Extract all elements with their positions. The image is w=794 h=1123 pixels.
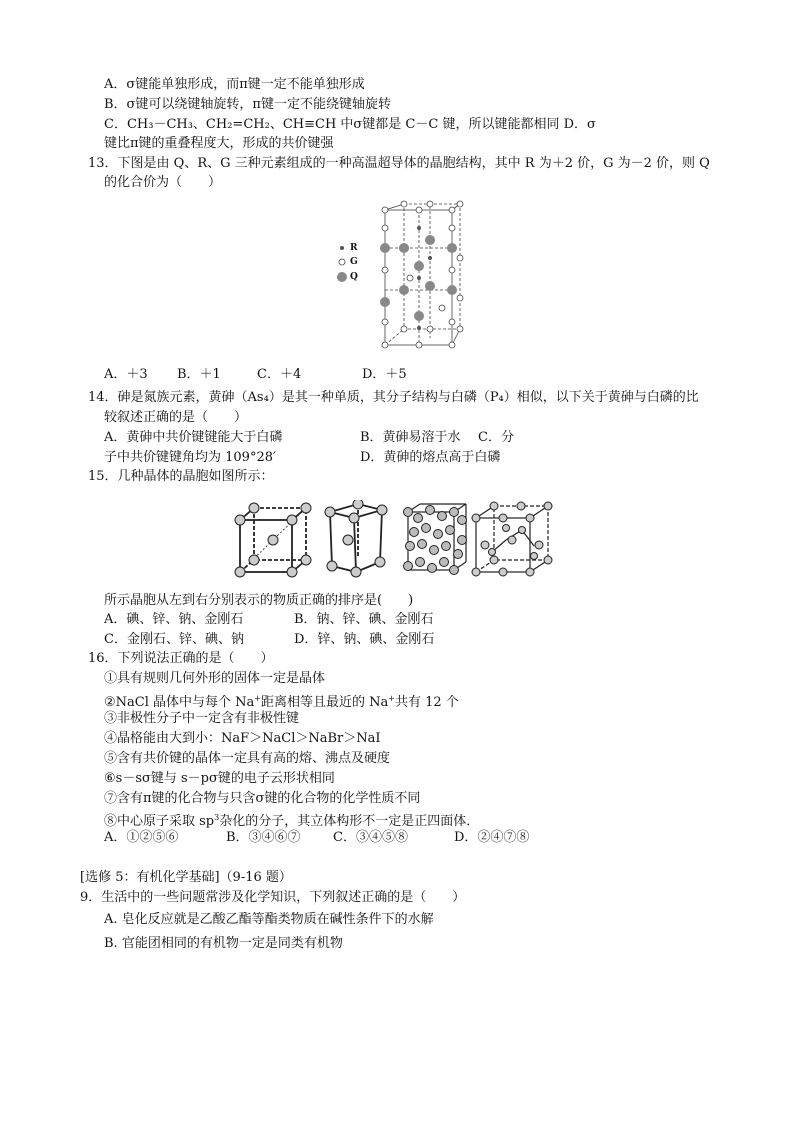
q12-option-b: B．σ键可以绕键轴旋转，π键一定不能绕键轴旋转 [104,97,391,112]
q16-statement-3: ③非极性分子中一定含有非极性键 [104,711,300,726]
q16-option-c: C．③④⑤⑧ [333,830,408,845]
q16-statement-2 [104,690,459,711]
q13-option-a: A．＋3 [104,367,148,382]
q16-statement-8 [104,809,479,830]
q16-stem: 16．下列说法正确的是（ ） [88,651,274,666]
q12-option-a: A．σ键能单独形成，而π键一定不能单独形成 [104,77,365,92]
q15-question: 所示晶胞从左到右分别表示的物质正确的排序是( ) [104,593,414,608]
q9-stem: 9．生活中的一些问题常涉及化学知识，下列叙述正确的是（ ） [80,890,466,905]
q14-option-a: A．黄砷中共价键键能大于白磷 [104,430,283,445]
sp3-superscript: 3 [214,813,220,822]
q14-option-d: D．黄砷的熔点高于白磷 [360,450,501,465]
q14-option-c-end: 子中共价键键角均为 109°28′ [104,450,276,465]
crystal-unit-cells-figure [230,500,570,580]
q9-option-a: A. 皂化反应就是乙酸乙酯等酯类物质在碱性条件下的水解 [104,912,434,927]
q12-option-c-line2: 键比π键的重叠程度大，形成的共价键强 [104,136,334,151]
q13-option-b: B．＋1 [177,367,221,382]
q16-s8-part2: 杂化的分子，其立体构形不一定是正四面体． [219,814,480,829]
q16-statement-5: ⑤含有共价键的晶体一定具有高的熔、沸点及硬度 [104,751,391,766]
q13-stem-line1: 13．下图是由 Q、R、G 三种元素组成的一种高温超导体的晶胞结构，其中 R 为＋2 价，G 为－2 价，则 Q [88,156,710,171]
q16-s8-part1: ⑧中心原子采取 sp [104,814,215,829]
q13-option-c: C．＋4 [257,367,302,382]
legend-r-marker [340,246,344,250]
sodium-ion-charge: + [254,694,261,703]
q16-option-a: A．①②⑤⑥ [104,830,179,845]
q16-s2-part3: 共有 12 个 [394,695,459,710]
legend-g-marker [339,259,345,265]
legend-label-q: Q [350,272,358,282]
q13-option-d: D．＋5 [362,367,407,382]
q16-s2-part2: 距离相等且最近的 Na [260,695,389,710]
legend-label-r: R [350,243,358,253]
q16-option-b: B．③④⑥⑦ [226,830,301,845]
q15-stem: 15．几种晶体的晶胞如图所示： [88,469,274,484]
q16-option-d: D．②④⑦⑧ [454,830,530,845]
q16-statement-1: ①具有规则几何外形的固体一定是晶体 [104,671,326,686]
q16-statement-6: ⑥s－sσ键与 s－pσ键的电子云形状相同 [104,771,335,786]
q14-option-c-start: C．分 [478,430,514,445]
q12-option-c-line1: C．CH₃－CH₃、CH₂=CH₂、CH≡CH 中σ键都是 C－C 键，所以键能都相同 D．σ [104,117,596,132]
legend-label-g: G [350,257,358,267]
q15-option-d: D．锌、钠、碘、金刚石 [294,632,435,647]
q14-stem-line1: 14．砷是氮族元素，黄砷（As₄）是其一种单质，其分子结构与白磷（P₄）相似，以下关于黄砷与白磷的比 [88,390,699,405]
q16-statement-7: ⑦含有π键的化合物与只含σ键的化合物的化学性质不同 [104,791,421,806]
section-title: [选修 5：有机化学基础]（9-16 题） [80,870,292,885]
q14-option-b: B．黄砷易溶于水 [360,430,461,445]
q15-option-a: A．碘、锌、钠、金刚石 [104,612,244,627]
q16-statement-4: ④晶格能由大到小：NaF＞NaCl＞NaBr＞NaI [104,731,381,746]
q14-stem-line2: 较叙述正确的是（ ） [104,410,248,425]
sodium-ion-charge: + [388,694,395,703]
four-unit-cells-diagram [230,500,570,580]
q15-option-c: C．金刚石、锌、碘、钠 [104,632,244,647]
q13-stem-line2: 的化合价为（ ） [104,175,222,190]
q16-s2-part1: ②NaCl 晶体中与每个 Na [104,695,255,710]
q15-option-b: B．钠、锌、碘、金刚石 [294,612,434,627]
q9-option-b: B. 官能团相同的有机物一定是同类有机物 [104,936,343,951]
legend-q-marker [337,272,347,282]
